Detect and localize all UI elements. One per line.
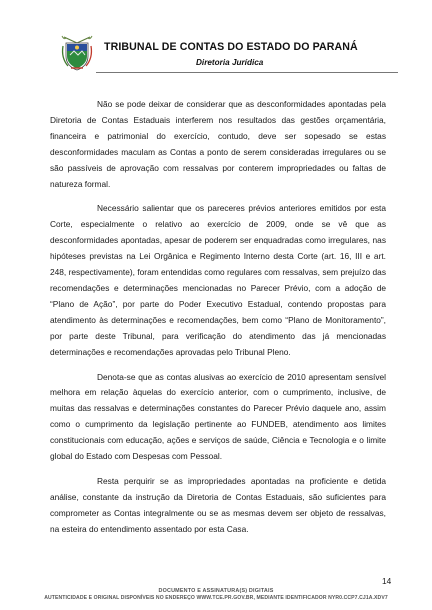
department-name: Diretoria Jurídica [196, 58, 264, 67]
footer-signature-notice: DOCUMENTO E ASSINATURA(S) DIGITAIS [158, 588, 274, 594]
page-number: 14 [382, 576, 392, 586]
footer-authenticity-notice: AUTENTICIDADE E ORIGINAL DISPONÍVEIS NO ENDEREÇO WWW.TCE.PR.GOV.BR, MEDIANTE IDENTIFICADOR NYR0.CCP7.CJ1A.XDV7 [44, 595, 388, 601]
document-footer [0, 588, 432, 601]
paragraph: Resta perquirir se as impropriedades apontadas na proficiente e detida análise, constante da instrução da Diretoria de Contas Estaduais, são suficientes para comprometer as Contas integralmente ou se as mesmas devem ser objeto de ressalvas, na esteira do entendimento assentado por esta Casa. [50, 475, 386, 534]
paragraph: Denota-se que as contas alusivas ao exercício de 2010 apresentam sensível melhora em relação àquelas do exercício anterior, com o cumprimento, inclusive, de muitas das ressalvas e determinações constantes do Parecer Prévio daquele ano, assim como o cumprimento da legislação pertinente ao FUNDEB, atendimento aos limites constitucionais com educação, ações e serviços de saúde, Ciência e Tecnologia e o limite global do Estado com Despesas com Pessoal. [50, 371, 386, 462]
header-divider [96, 72, 398, 73]
document-header [58, 30, 378, 80]
paragraph: Não se pode deixar de considerar que as desconformidades apontadas pela Diretoria de Contas Estaduais interferem nos resultados das gestões orçamentária, financeira e patrimonial do exercício, contudo, deve ser sopesado se estas desconformidades maculam as Contas a ponto de serem consideradas irregulares ou se são passíveis de aprovação com ressalvas por conterem impropriedades ou faltas de natureza formal. [50, 99, 386, 189]
paragraph: Necessário salientar que os pareceres prévios anteriores emitidos por esta Corte, especialmente o relativo ao exercício de 2009, onde se vê que as desconformidades apontadas, apesar de poderem ser enquadradas como irregulares, nas hipóteses previstas na Lei Orgânica e Regimento Interno desta Corte (art. 16, III e art. 248, respectivamente), foram entendidas como regulares com ressalvas, sem prejuízo das recomendações e determinações mencionadas no Parecer Prévio, com a adoção de “Plano de Ação”, por parte do Poder Executivo Estadual, contendo propostas para atendimento às determinações e recomendações, bem como “Plano de Monitoramento”, por parte deste Tribunal, para verificação do atendimento das já mencionadas determinações e recomendações aprovadas pelo Tribunal Pleno. [50, 203, 386, 357]
document-body [50, 97, 386, 547]
organization-title: TRIBUNAL DE CONTAS DO ESTADO DO PARANÁ [104, 41, 358, 53]
parana-coat-of-arms-icon [60, 34, 94, 72]
